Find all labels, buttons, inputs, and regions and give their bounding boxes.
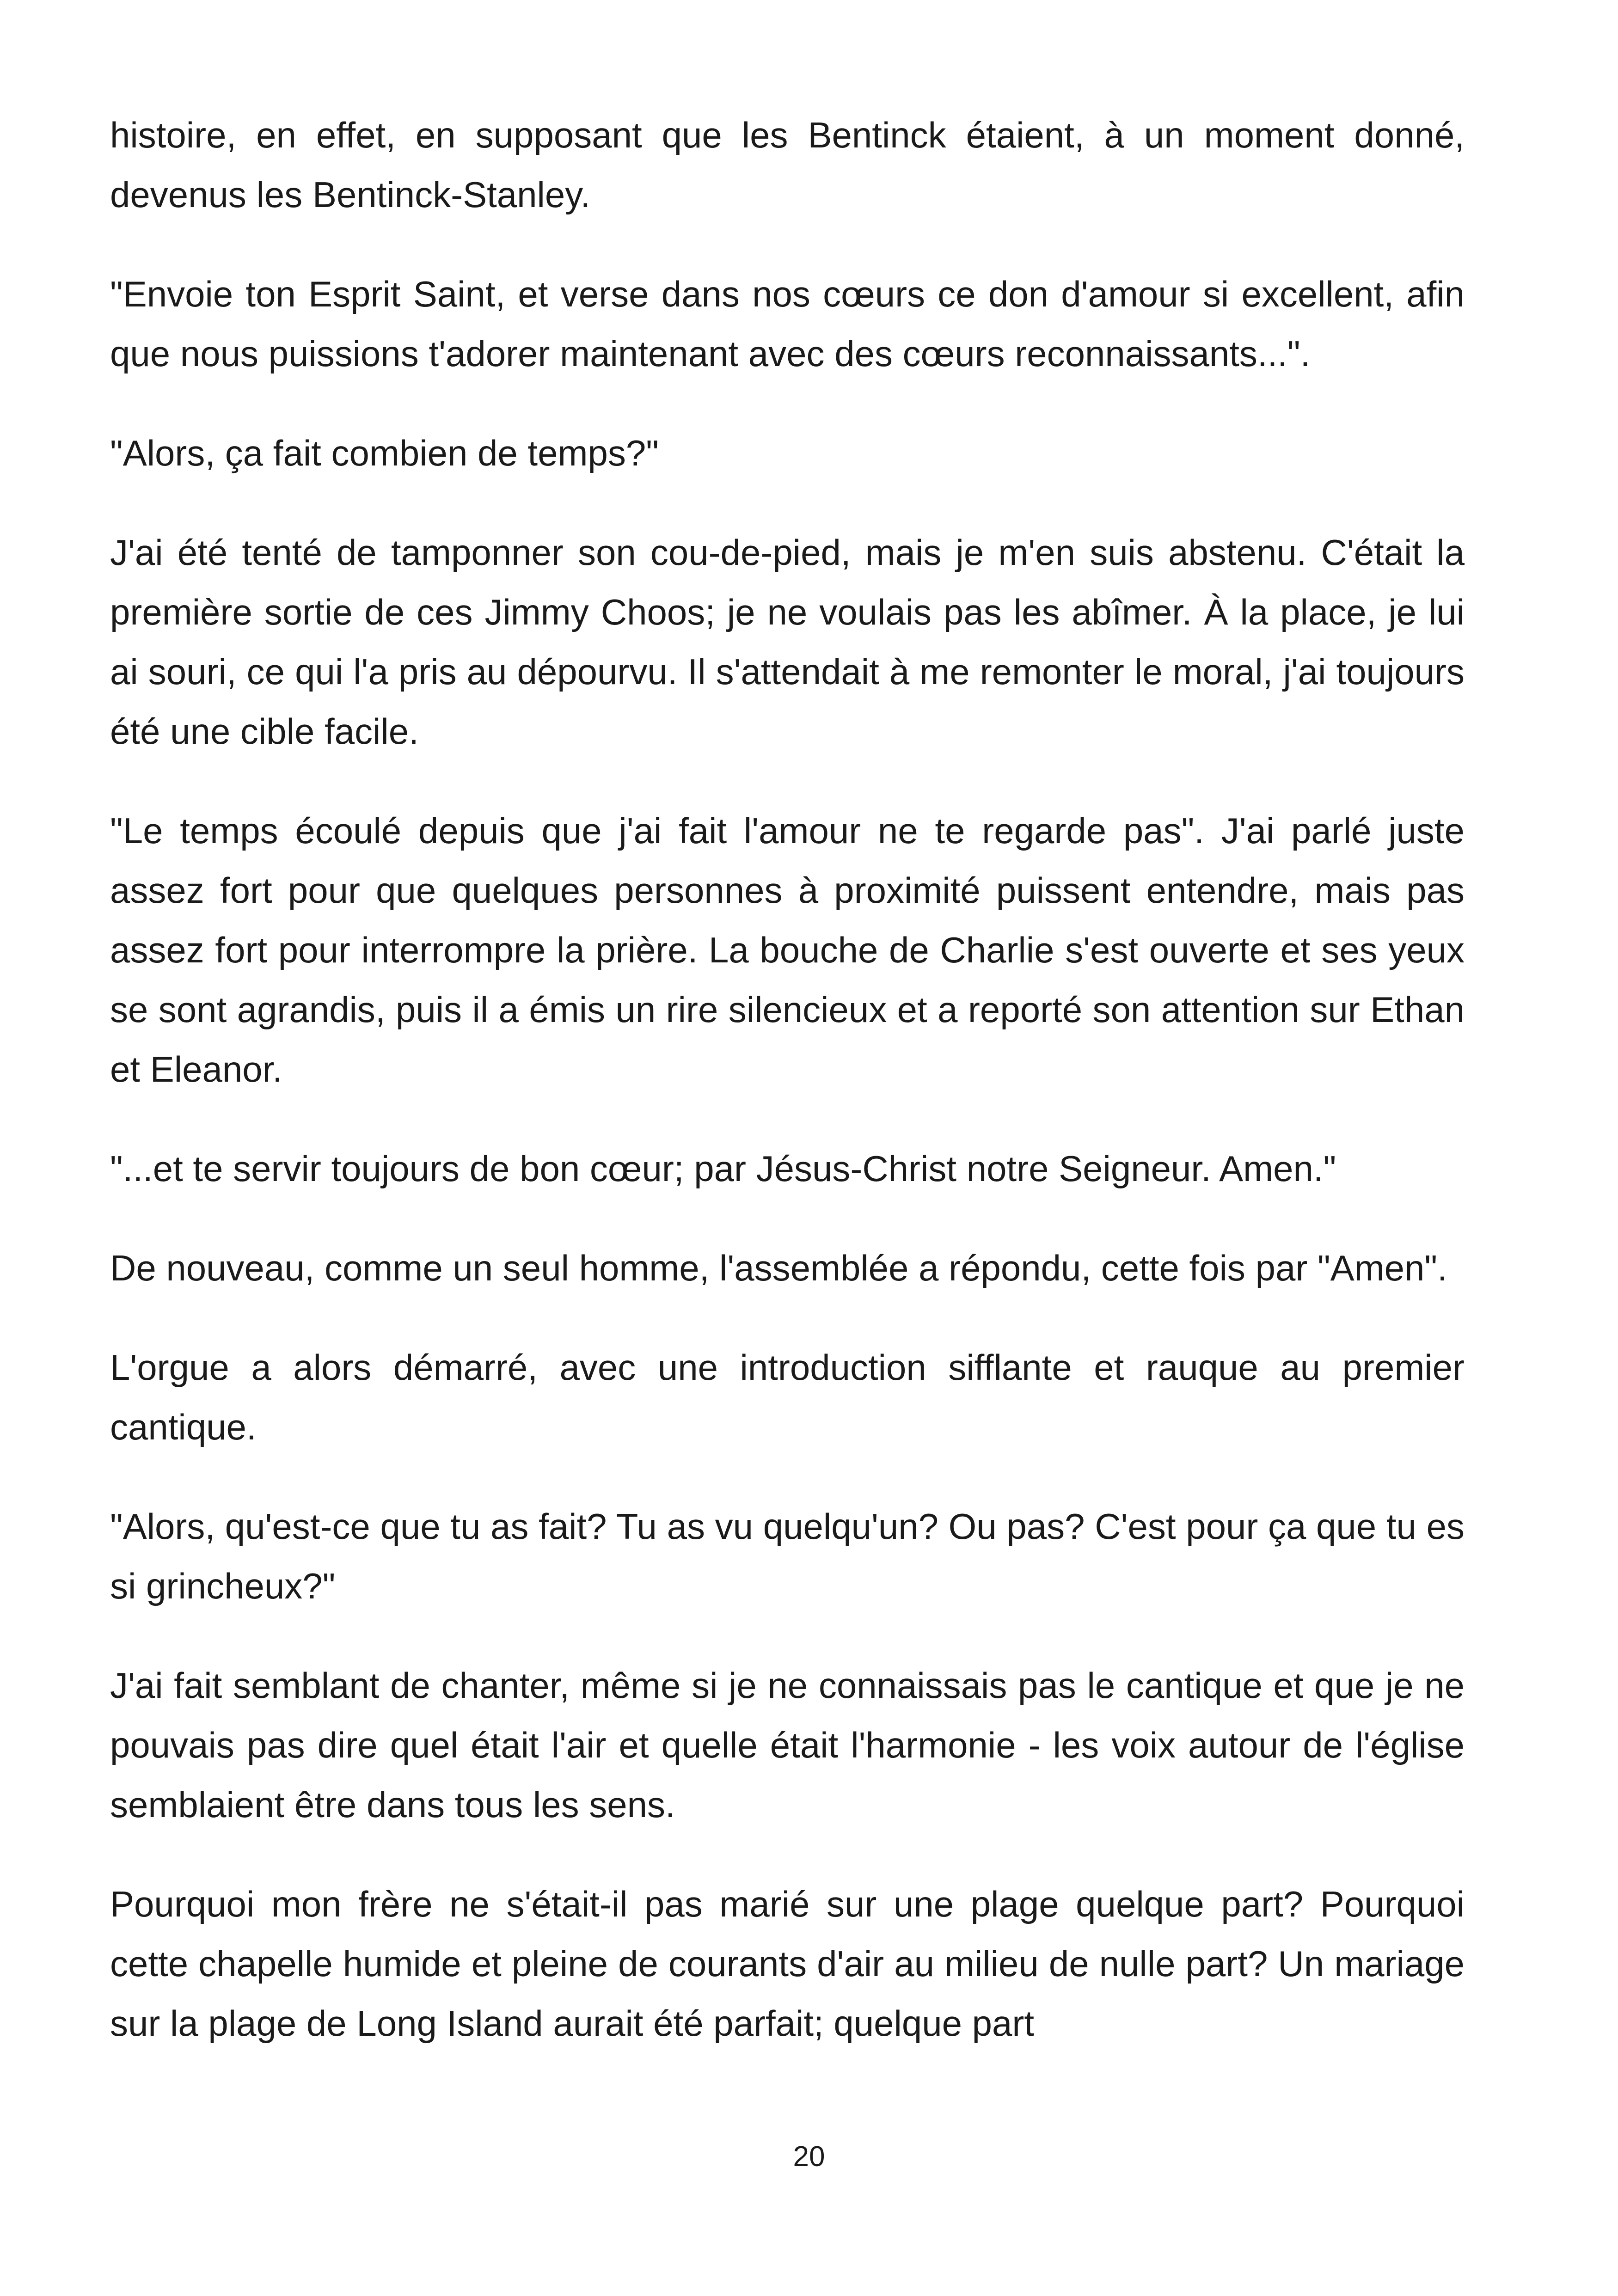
paragraph: "Alors, ça fait combien de temps?": [110, 433, 659, 473]
paragraph: "Envoie ton Esprit Saint, et verse dans nos cœurs ce don d'amour si excellent, afin que nous puissions t'adorer maintenant avec des cœurs reconnaissants...".: [110, 274, 1465, 374]
paragraph: J'ai fait semblant de chanter, même si je ne connaissais pas le cantique et que je ne pouvais pas dire quel était l'air et quelle était l'harmonie - les voix autour de l'église semblaient être dans tous les sens.: [110, 1665, 1465, 1825]
paragraph: "Le temps écoulé depuis que j'ai fait l'amour ne te regarde pas". J'ai parlé juste assez fort pour que quelques personnes à proximité puissent entendre, mais pas assez fort pour interrompre la prière. La bouche de Charlie s'est ouverte et ses yeux se sont agrandis, puis il a émis un rire silencieux et a reporté son attention sur Ethan et Eleanor.: [110, 810, 1465, 1090]
body-text: [110, 105, 1465, 2093]
paragraph: Pourquoi mon frère ne s'était-il pas marié sur une plage quelque part? Pourquoi cette chapelle humide et pleine de courants d'air au milieu de nulle part? Un mariage sur la plage de Long Island aurait été parfait; quelque part: [110, 1884, 1465, 2044]
paragraph: De nouveau, comme un seul homme, l'assemblée a répondu, cette fois par "Amen".: [110, 1248, 1447, 1288]
paragraph: "...et te servir toujours de bon cœur; par Jésus-Christ notre Seigneur. Amen.": [110, 1148, 1336, 1189]
paragraph: J'ai été tenté de tamponner son cou-de-pied, mais je m'en suis abstenu. C'était la première sortie de ces Jimmy Choos; je ne voulais pas les abîmer. À la place, je lui ai souri, ce qui l'a pris au dépourvu. Il s'attendait à me remonter le moral, j'ai toujours été une cible facile.: [110, 532, 1465, 752]
page-number: 20: [793, 2141, 825, 2173]
paragraph: histoire, en effet, en supposant que les Bentinck étaient, à un moment donné, devenus les Bentinck-Stanley.: [110, 115, 1465, 215]
paragraph: L'orgue a alors démarré, avec une introduction sifflante et rauque au premier cantique.: [110, 1347, 1465, 1447]
paragraph: "Alors, qu'est-ce que tu as fait? Tu as vu quelqu'un? Ou pas? C'est pour ça que tu es si grincheux?": [110, 1506, 1465, 1606]
